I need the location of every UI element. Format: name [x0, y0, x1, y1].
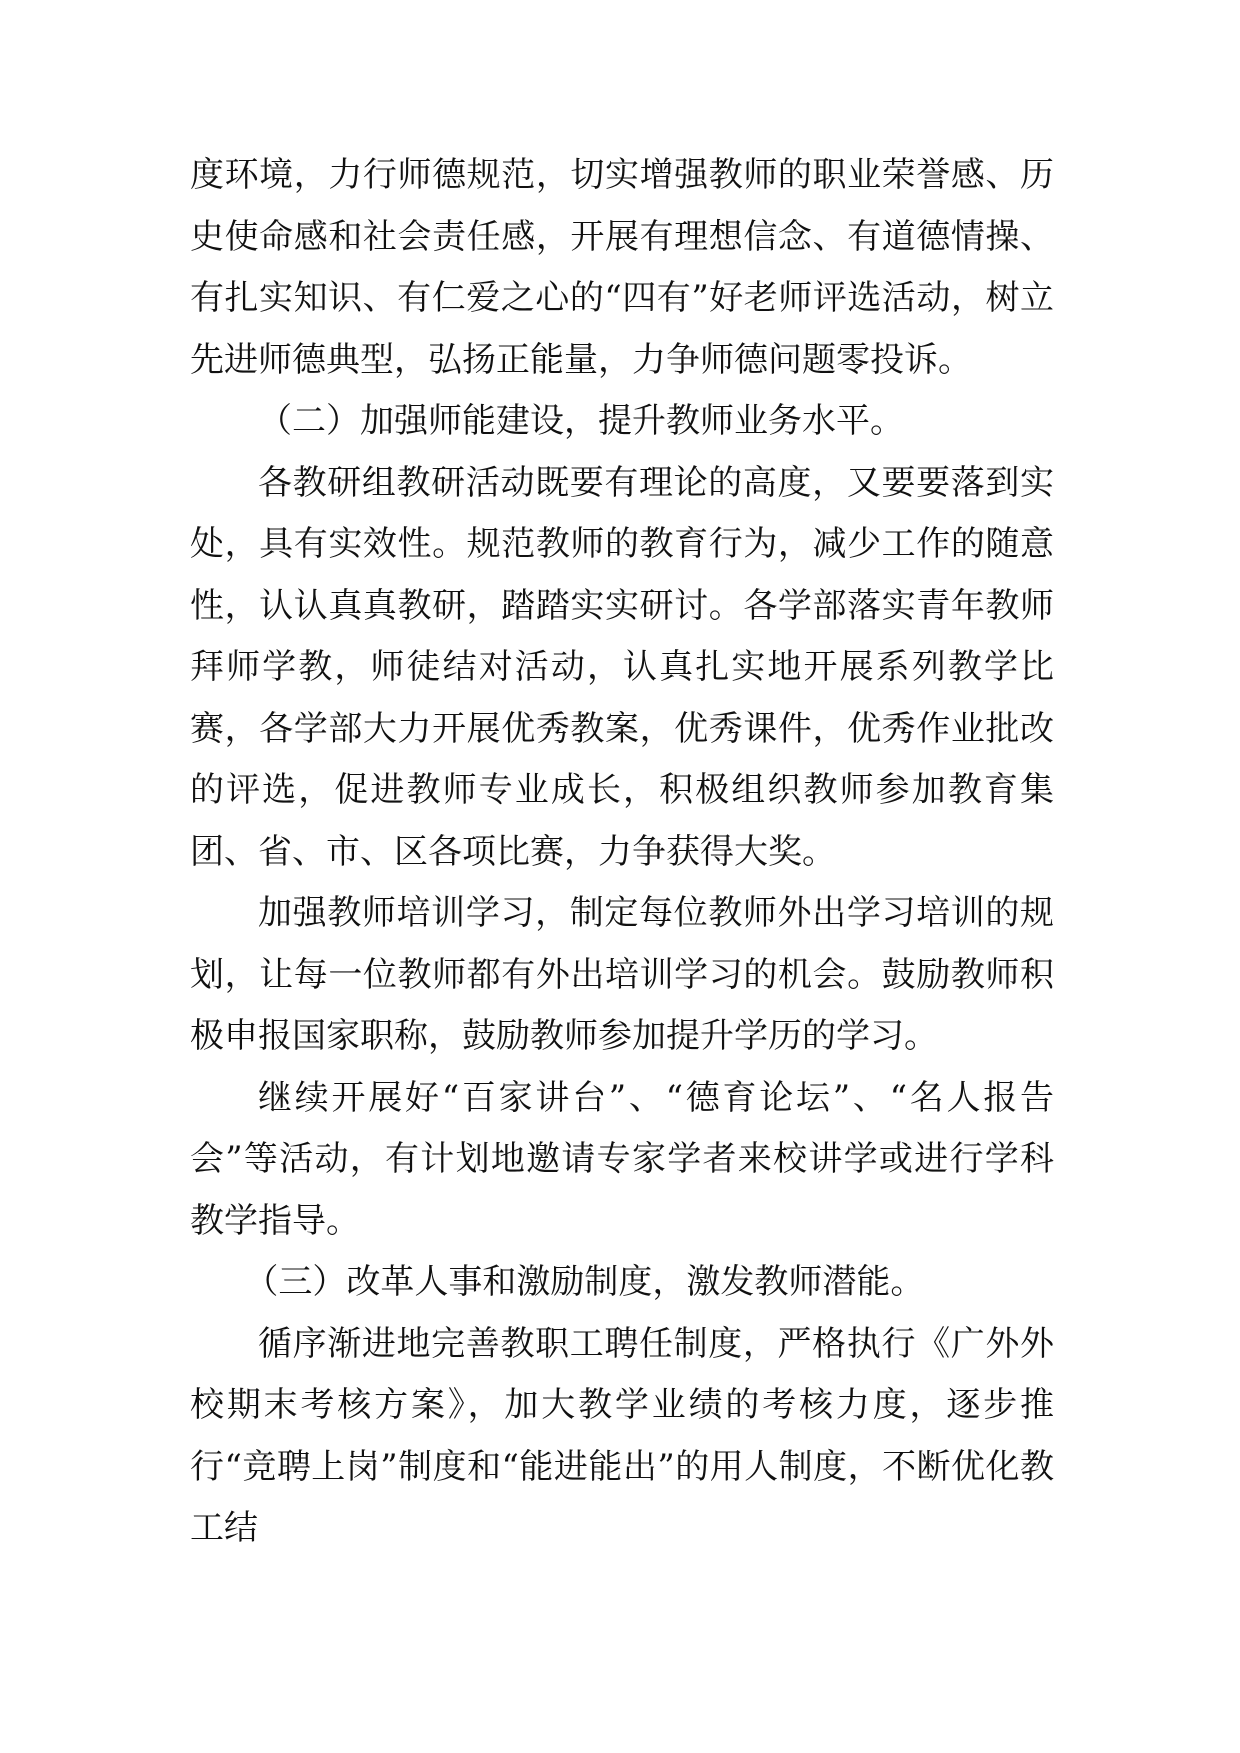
paragraph-teaching-research: 各教研组教研活动既要有理论的高度，又要要落到实处，具有实效性。规范教师的教育行为，减少工作的随意性，认认真真教研，踏踏实实研讨。各学部落实青年教师拜师学教，师徒结对活动，认真扎实地开展系列教学比赛，各学部大力开展优秀教案，优秀课件，优秀作业批改的评选，促进教师专业成长，积极组织教师参加教育集团、省、市、区各项比赛，力争获得大奖。: [190, 462, 1054, 872]
paragraph-personnel-system: 循序渐进地完善教职工聘任制度，严格执行《广外外校期末考核方案》，加大教学业绩的考核力度，逐步推行“竞聘上岗”制度和“能进能出”的用人制度，不断优化教工结: [190, 1323, 1054, 1548]
document-body: [190, 145, 1054, 1560]
section-heading-3: （三）改革人事和激励制度，激发教师潜能。: [244, 1262, 925, 1302]
paragraph-continuation: 度环境，力行师德规范，切实增强教师的职业荣誉感、历史使命感和社会责任感，开展有理想信念、有道德情操、有扎实知识、有仁爱之心的“四有”好老师评选活动，树立先进师德典型，弘扬正能量，力争师德问题零投诉。: [190, 155, 1054, 380]
section-heading-2: （二）加强师能建设，提升教师业务水平。: [258, 401, 904, 441]
paragraph-lecture-activities: 继续开展好“百家讲台”、“德育论坛”、“名人报告会”等活动，有计划地邀请专家学者来校讲学或进行学科教学指导。: [190, 1077, 1054, 1241]
paragraph-teacher-training: 加强教师培训学习，制定每位教师外出学习培训的规划，让每一位教师都有外出培训学习的机会。鼓励教师积极申报国家职称，鼓励教师参加提升学历的学习。: [190, 893, 1054, 1056]
